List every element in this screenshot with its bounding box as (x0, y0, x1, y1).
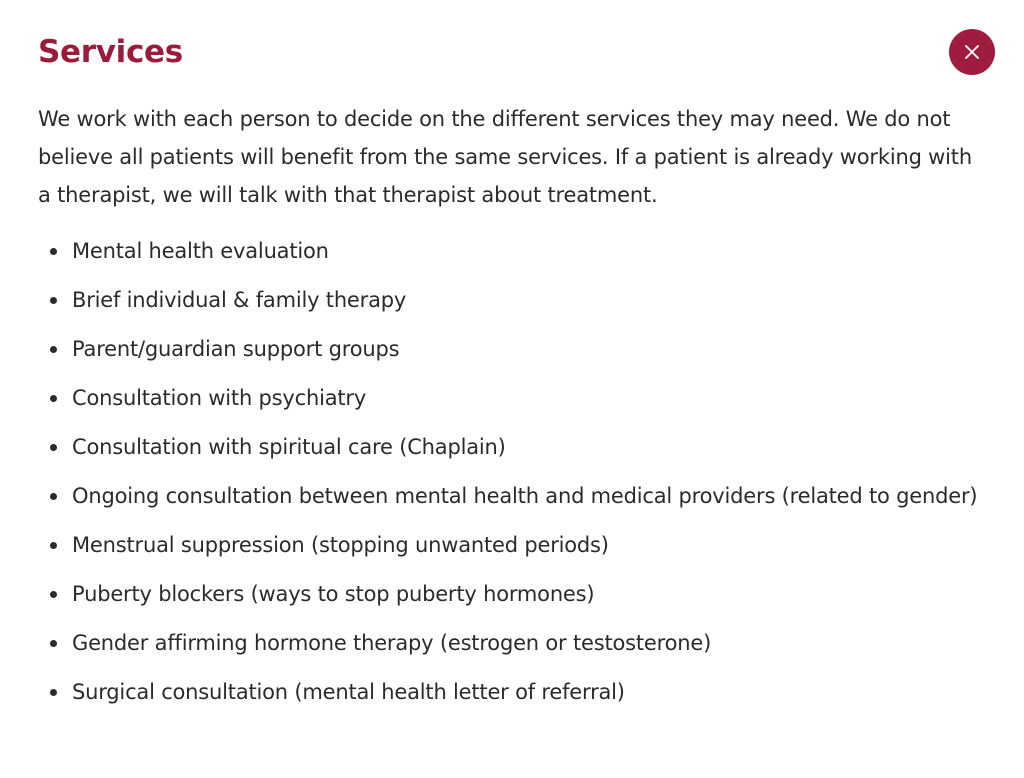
list-item (38, 281, 978, 319)
service-label: Menstrual suppression (stopping unwanted periods) (72, 533, 609, 557)
service-label: Consultation with psychiatry (72, 386, 367, 410)
bullet-dot (50, 591, 57, 598)
service-label: Consultation with spiritual care (Chaplain) (72, 435, 506, 459)
service-label: Surgical consultation (mental health letter of referral) (72, 680, 625, 704)
close-icon (964, 44, 980, 60)
list-item (38, 477, 978, 515)
bullet-dot (50, 640, 57, 647)
service-label: Mental health evaluation (72, 239, 329, 263)
list-item (38, 624, 978, 662)
bullet-dot (50, 689, 57, 696)
services-list (38, 232, 978, 711)
list-item (38, 379, 978, 417)
bullet-dot (50, 395, 57, 402)
list-item (38, 428, 978, 466)
list-item (38, 526, 978, 564)
service-label: Ongoing consultation between mental health and medical providers (related to gender) (72, 484, 978, 508)
bullet-dot (50, 493, 57, 500)
intro-paragraph: We work with each person to decide on the different services they may need. We do not believe all patients will benefit from the same services. If a patient is already working with a therapist, we will talk with that therapist about treatment. (38, 107, 972, 207)
bullet-dot (50, 346, 57, 353)
services-dialog (38, 26, 978, 722)
bullet-dot (50, 297, 57, 304)
bullet-dot (50, 444, 57, 451)
service-label: Brief individual & family therapy (72, 288, 407, 312)
dialog-title: Services (38, 34, 183, 70)
close-button[interactable] (949, 29, 995, 75)
bullet-dot (50, 542, 57, 549)
service-label: Parent/guardian support groups (72, 337, 400, 361)
list-item (38, 575, 978, 613)
list-item (38, 330, 978, 368)
service-label: Gender affirming hormone therapy (estrogen or testosterone) (72, 631, 712, 655)
bullet-dot (50, 248, 57, 255)
list-item (38, 232, 978, 270)
list-item (38, 673, 978, 711)
service-label: Puberty blockers (ways to stop puberty hormones) (72, 582, 595, 606)
